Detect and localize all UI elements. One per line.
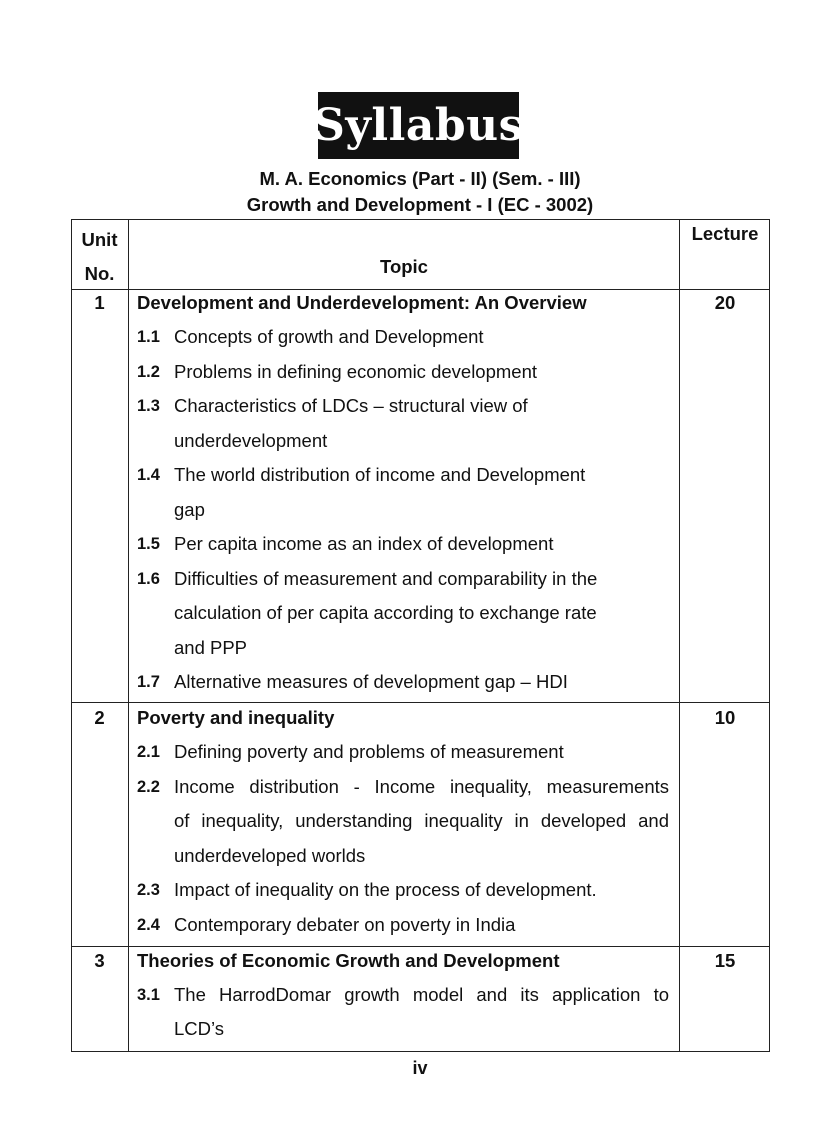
row-divider-unit-1 <box>71 702 770 703</box>
unit-1-lectures: 20 <box>714 292 736 313</box>
item-3-1-text-line1: The HarrodDomar growth model and its application to <box>174 984 669 1005</box>
item-1-3-text-line1: Characteristics of LDCs – structural view of <box>174 395 528 416</box>
unit-3-lectures: 15 <box>714 950 736 971</box>
unit-3-number: 3 <box>94 950 105 971</box>
item-1-5-text: Per capita income as an index of development <box>174 533 554 554</box>
item-1-2-number: 1.2 <box>137 363 160 381</box>
table-border-top <box>71 219 770 220</box>
item-1-3-number: 1.3 <box>137 397 160 415</box>
item-2-3-text: Impact of inequality on the process of development. <box>174 879 597 900</box>
unit-2-lectures: 10 <box>714 707 736 728</box>
item-1-6-text-line2: calculation of per capita according to exchange rate <box>174 602 597 623</box>
row-divider-unit-2 <box>71 946 770 947</box>
course-title: M. A. Economics (Part - II) (Sem. - III) <box>259 168 581 189</box>
item-1-7-text: Alternative measures of development gap – HDI <box>174 671 568 692</box>
column-divider-lecture <box>679 219 680 1052</box>
item-1-3-text-line2: underdevelopment <box>174 430 328 451</box>
syllabus-title: Syllabus <box>318 92 519 159</box>
item-1-6-number: 1.6 <box>137 570 160 588</box>
column-divider-unit <box>128 219 129 1052</box>
item-1-4-text-line2: gap <box>174 499 205 520</box>
table-border-right <box>769 219 770 1052</box>
unit-1-number: 1 <box>94 292 105 313</box>
row-divider-header <box>71 289 770 290</box>
unit-2-number: 2 <box>94 707 105 728</box>
item-1-4-text-line1: The world distribution of income and Development <box>174 464 586 485</box>
item-1-2-text: Problems in defining economic development <box>174 361 538 382</box>
item-2-1-number: 2.1 <box>137 743 160 761</box>
header-lecture: Lecture <box>691 223 759 244</box>
table-border-bottom <box>71 1051 770 1052</box>
item-1-6-text-line1: Difficulties of measurement and comparability in the <box>174 568 598 589</box>
page-number: iv <box>412 1058 428 1078</box>
header-unit <box>71 223 128 291</box>
header-topic: Topic <box>380 256 428 277</box>
item-2-2-text-line1: Income distribution - Income inequality, measurements <box>174 776 669 797</box>
item-3-1-text-line2: LCD’s <box>174 1018 225 1039</box>
item-1-7-number: 1.7 <box>137 673 160 691</box>
item-2-4-number: 2.4 <box>137 916 160 934</box>
unit-1-heading: Development and Underdevelopment: An Overview <box>137 292 587 313</box>
item-2-1-text: Defining poverty and problems of measurement <box>174 741 564 762</box>
item-2-2-text-line2: of inequality, understanding inequality in developed and <box>174 810 669 831</box>
unit-2-heading: Poverty and inequality <box>137 707 335 728</box>
header-unit-line2: No. <box>84 263 115 284</box>
item-2-2-text-line3: underdeveloped worlds <box>174 845 366 866</box>
item-2-4-text: Contemporary debater on poverty in India <box>174 914 516 935</box>
table-border-left <box>71 219 72 1052</box>
unit-3-heading: Theories of Economic Growth and Development <box>137 950 560 971</box>
paper-title: Growth and Development - I (EC - 3002) <box>246 194 594 215</box>
item-1-5-number: 1.5 <box>137 535 160 553</box>
item-1-4-number: 1.4 <box>137 466 160 484</box>
item-2-3-number: 2.3 <box>137 881 160 899</box>
item-1-6-text-line3: and PPP <box>174 637 248 658</box>
item-1-1-number: 1.1 <box>137 328 160 346</box>
item-2-2-number: 2.2 <box>137 778 160 796</box>
item-1-1-text: Concepts of growth and Development <box>174 326 484 347</box>
header-unit-line1: Unit <box>81 229 118 250</box>
item-3-1-number: 3.1 <box>137 986 160 1004</box>
